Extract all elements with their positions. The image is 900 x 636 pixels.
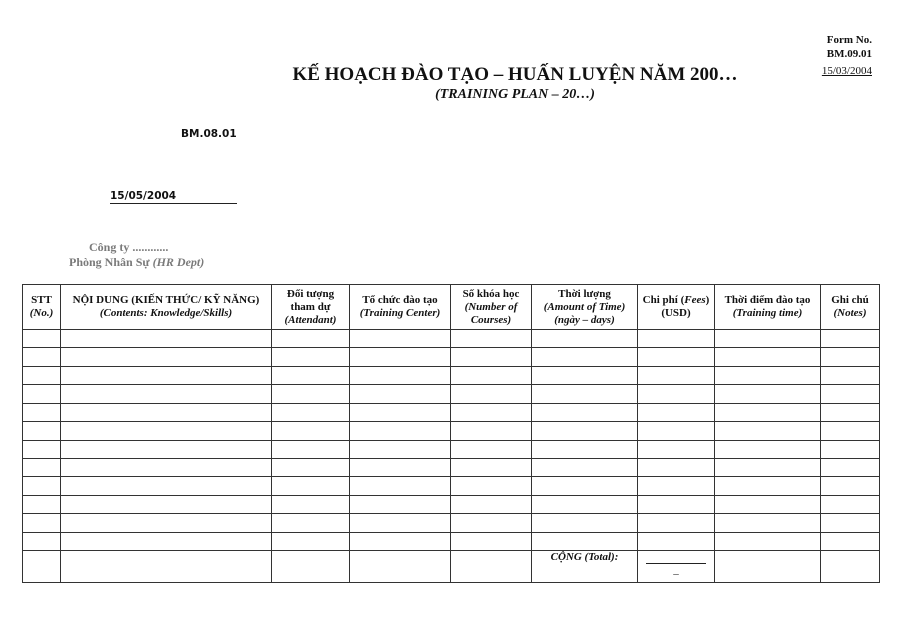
table-cell[interactable]	[451, 330, 532, 348]
col-header-contents: NỘI DUNG (KIẾN THỨC/ KỸ NĂNG) (Contents: Knowledge/Skills)	[61, 285, 272, 330]
table-cell[interactable]	[350, 440, 451, 458]
table-cell[interactable]	[350, 551, 451, 583]
table-cell[interactable]	[821, 385, 880, 403]
table-cell[interactable]	[23, 366, 61, 384]
col-header-time-amount: Thời lượng (Amount of Time) (ngày – days)	[532, 285, 638, 330]
table-cell[interactable]	[638, 459, 715, 477]
table-cell[interactable]	[61, 422, 272, 440]
table-cell[interactable]	[61, 477, 272, 495]
table-cell[interactable]	[23, 459, 61, 477]
table-cell[interactable]	[61, 532, 272, 551]
table-cell[interactable]	[350, 330, 451, 348]
table-cell[interactable]	[61, 459, 272, 477]
table-cell[interactable]	[451, 348, 532, 366]
page-title: KẾ HOẠCH ĐÀO TẠO – HUẤN LUYỆN NĂM 200…	[292, 64, 738, 85]
col-header-attendant: Đối tượng tham dự (Attendant)	[272, 285, 350, 330]
col-header-no: STT (No.)	[23, 285, 61, 330]
table-cell[interactable]	[23, 422, 61, 440]
table-cell[interactable]	[638, 385, 715, 403]
table-cell[interactable]	[715, 403, 821, 421]
table-cell[interactable]	[23, 440, 61, 458]
table-cell[interactable]	[532, 422, 638, 440]
table-row	[23, 532, 880, 551]
table-cell[interactable]	[61, 514, 272, 532]
table-cell[interactable]	[451, 514, 532, 532]
total-dash: _	[673, 564, 679, 577]
table-cell[interactable]	[715, 440, 821, 458]
table-cell[interactable]	[821, 459, 880, 477]
table-cell[interactable]	[272, 495, 350, 513]
table-cell[interactable]	[61, 385, 272, 403]
table-cell[interactable]	[350, 366, 451, 384]
table-cell[interactable]	[715, 477, 821, 495]
table-cell[interactable]	[532, 348, 638, 366]
table-cell[interactable]	[61, 403, 272, 421]
table-cell[interactable]	[272, 330, 350, 348]
table-cell[interactable]	[23, 385, 61, 403]
table-cell[interactable]	[821, 551, 880, 583]
table-cell[interactable]	[451, 440, 532, 458]
table-row	[23, 514, 880, 532]
table-cell[interactable]	[23, 348, 61, 366]
table-cell[interactable]	[350, 459, 451, 477]
table-cell[interactable]	[350, 514, 451, 532]
table-cell[interactable]	[61, 495, 272, 513]
table-cell[interactable]	[61, 348, 272, 366]
table-row	[23, 330, 880, 348]
table-row	[23, 348, 880, 366]
total-row	[23, 551, 880, 583]
table-cell[interactable]	[715, 495, 821, 513]
table-row	[23, 385, 880, 403]
table-cell[interactable]	[272, 551, 350, 583]
table-cell[interactable]	[350, 495, 451, 513]
page-subtitle: (TRAINING PLAN – 20…)	[435, 87, 595, 102]
table-cell[interactable]	[638, 440, 715, 458]
document-code: BM.08.01	[181, 128, 237, 140]
table-cell[interactable]	[272, 477, 350, 495]
table-cell[interactable]	[821, 348, 880, 366]
table-cell[interactable]	[715, 330, 821, 348]
table-cell[interactable]	[532, 477, 638, 495]
table-cell[interactable]	[272, 348, 350, 366]
table-cell[interactable]	[638, 403, 715, 421]
table-cell[interactable]	[350, 385, 451, 403]
table-cell[interactable]	[821, 532, 880, 551]
table-cell[interactable]	[638, 422, 715, 440]
table-cell[interactable]	[61, 330, 272, 348]
table-cell[interactable]	[451, 532, 532, 551]
table-cell[interactable]	[350, 532, 451, 551]
table-cell[interactable]	[638, 477, 715, 495]
table-cell[interactable]	[272, 440, 350, 458]
table-cell[interactable]	[272, 366, 350, 384]
table-row	[23, 422, 880, 440]
col-header-fees: Chi phí (Fees) (USD)	[638, 285, 715, 330]
table-cell[interactable]	[532, 330, 638, 348]
form-number-code: BM.09.01	[826, 48, 872, 60]
table-cell[interactable]	[451, 477, 532, 495]
table-row	[23, 403, 880, 421]
table-cell[interactable]	[272, 403, 350, 421]
table-cell[interactable]	[821, 495, 880, 513]
table-cell[interactable]	[61, 551, 272, 583]
table-row	[23, 477, 880, 495]
table-cell[interactable]	[821, 366, 880, 384]
department-en: (HR Dept)	[152, 255, 205, 269]
table-cell[interactable]	[272, 514, 350, 532]
table-cell[interactable]	[23, 551, 61, 583]
table-cell[interactable]	[532, 366, 638, 384]
table-cell[interactable]	[638, 514, 715, 532]
issue-date: 15/05/2004	[110, 190, 237, 204]
form-number-label: Form No.	[826, 34, 872, 46]
company-name: Công ty ............	[89, 240, 169, 254]
department	[69, 255, 204, 270]
table-cell[interactable]	[532, 532, 638, 551]
table-cell[interactable]	[350, 348, 451, 366]
table-cell[interactable]	[821, 403, 880, 421]
col-header-notes: Ghi chú (Notes)	[821, 285, 880, 330]
table-header-row	[23, 285, 880, 330]
table-cell[interactable]	[23, 330, 61, 348]
table-cell[interactable]	[715, 366, 821, 384]
table-cell[interactable]	[272, 459, 350, 477]
total-label: CỘNG (Total):	[532, 551, 638, 583]
table-cell[interactable]	[821, 514, 880, 532]
table-cell[interactable]	[532, 459, 638, 477]
table-cell[interactable]	[715, 348, 821, 366]
table-cell[interactable]	[715, 532, 821, 551]
table-cell[interactable]	[638, 348, 715, 366]
table-row	[23, 440, 880, 458]
table-row	[23, 495, 880, 513]
table-cell[interactable]	[821, 477, 880, 495]
table-cell[interactable]	[638, 366, 715, 384]
table-cell[interactable]	[350, 422, 451, 440]
table-cell[interactable]	[272, 532, 350, 551]
table-cell[interactable]	[821, 330, 880, 348]
table-cell[interactable]	[638, 330, 715, 348]
col-header-training-center: Tổ chức đào tạo (Training Center)	[350, 285, 451, 330]
table-cell[interactable]	[532, 385, 638, 403]
table-cell[interactable]	[23, 514, 61, 532]
form-date: 15/03/2004	[821, 65, 872, 77]
table-cell[interactable]	[350, 477, 451, 495]
table-cell[interactable]	[638, 532, 715, 551]
table-cell[interactable]	[821, 440, 880, 458]
table-cell[interactable]	[715, 514, 821, 532]
table-cell[interactable]	[821, 422, 880, 440]
training-plan-table	[22, 284, 880, 583]
table-cell[interactable]	[23, 532, 61, 551]
table-cell[interactable]	[451, 385, 532, 403]
table-cell[interactable]	[23, 403, 61, 421]
table-cell[interactable]	[532, 514, 638, 532]
table-cell[interactable]	[532, 440, 638, 458]
table-cell[interactable]	[532, 403, 638, 421]
table-cell[interactable]	[272, 385, 350, 403]
table-cell[interactable]	[451, 366, 532, 384]
table-cell[interactable]	[61, 366, 272, 384]
form-number	[827, 33, 872, 61]
table-row	[23, 459, 880, 477]
table-cell[interactable]	[451, 459, 532, 477]
table-cell[interactable]	[638, 495, 715, 513]
table-cell[interactable]	[451, 495, 532, 513]
table-cell[interactable]	[715, 551, 821, 583]
table-cell[interactable]	[715, 422, 821, 440]
table-cell[interactable]	[451, 551, 532, 583]
total-fees-cell[interactable]	[638, 551, 715, 583]
table-cell[interactable]	[272, 422, 350, 440]
table-cell[interactable]	[23, 495, 61, 513]
table-cell[interactable]	[61, 440, 272, 458]
table-cell[interactable]	[23, 477, 61, 495]
table-cell[interactable]	[532, 495, 638, 513]
table-cell[interactable]	[451, 422, 532, 440]
department-vi: Phòng Nhân Sự	[69, 255, 150, 269]
col-header-courses: Số khóa học (Number of Courses)	[451, 285, 532, 330]
table-row	[23, 366, 880, 384]
table-cell[interactable]	[715, 459, 821, 477]
table-cell[interactable]	[451, 403, 532, 421]
col-header-training-time: Thời điểm đào tạo (Training time)	[715, 285, 821, 330]
table-cell[interactable]	[350, 403, 451, 421]
table-cell[interactable]	[715, 385, 821, 403]
